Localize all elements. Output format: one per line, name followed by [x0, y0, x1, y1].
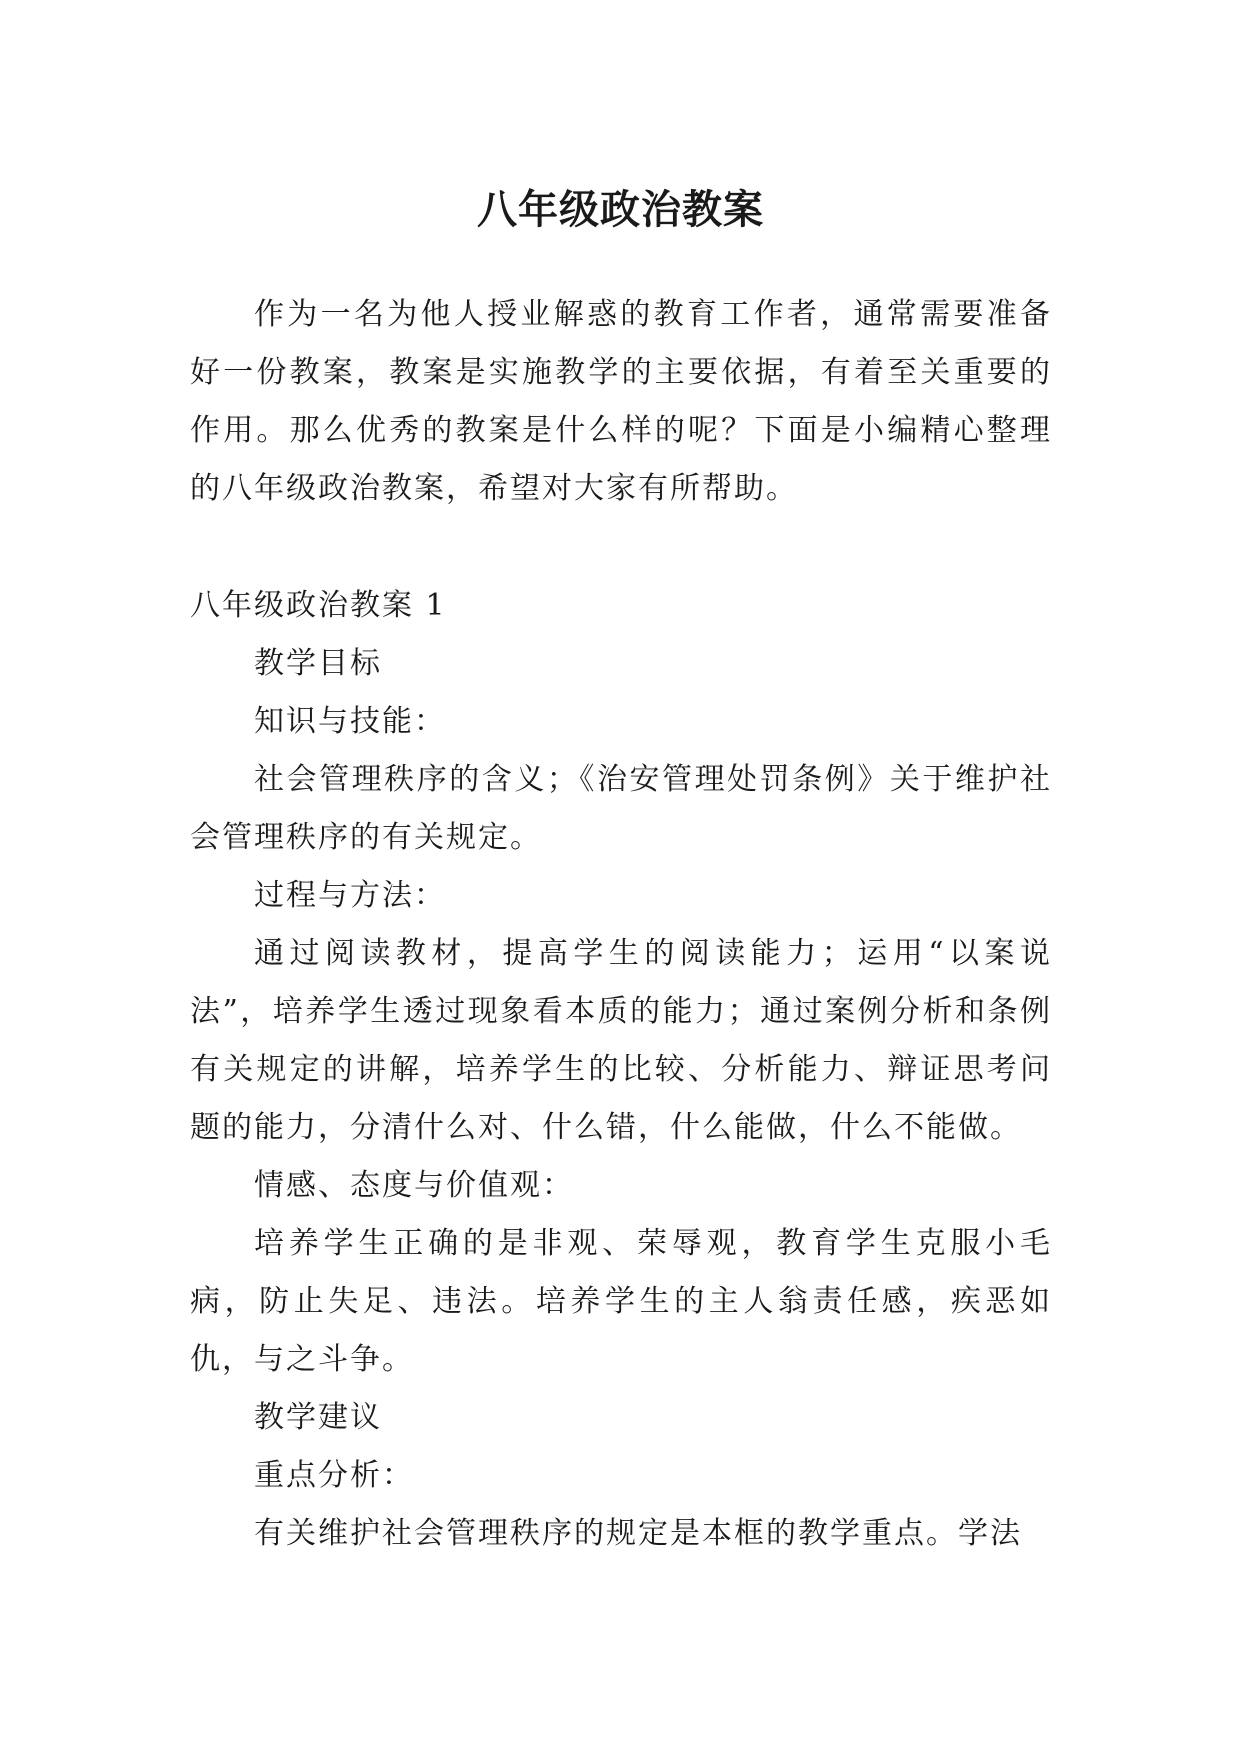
subheading-emotions-values: 情感、态度与价值观： — [254, 1168, 574, 1203]
lesson-plan-body — [190, 577, 1052, 1563]
paragraph-emotions-values: 培养学生正确的是非观、荣辱观，教育学生克服小毛病，防止失足、违法。培养学生的主人翁责任感，疾恶如仇，与之斗争。 — [190, 1226, 1052, 1377]
document-title: 八年级政治教案 — [477, 185, 764, 233]
paragraph-knowledge-skills: 社会管理秩序的含义；《治安管理处罚条例》关于维护社会管理秩序的有关规定。 — [190, 762, 1052, 855]
paragraph-key-analysis: 有关维护社会管理秩序的规定是本框的教学重点。学法 — [254, 1516, 1022, 1551]
heading-teaching-suggestions: 教学建议 — [254, 1400, 382, 1435]
paragraph-process-methods: 通过阅读教材，提高学生的阅读能力；运用“以案说法”，培养学生透过现象看本质的能力；通过案例分析和条例有关规定的讲解，培养学生的比较、分析能力、辩证思考问题的能力，分清什么对、什么错，什么能做，什么不能做。 — [190, 936, 1052, 1145]
intro-paragraph: 作为一名为他人授业解惑的教育工作者，通常需要准备好一份教案，教案是实施教学的主要依据，有着至关重要的作用。那么优秀的教案是什么样的呢？下面是小编精心整理的八年级政治教案，希望对大家有所帮助。 — [190, 297, 1052, 506]
subheading-knowledge-skills: 知识与技能： — [254, 704, 446, 739]
section-title: 八年级政治教案 1 — [190, 588, 447, 623]
subheading-process-methods: 过程与方法： — [254, 878, 446, 913]
subheading-key-analysis: 重点分析： — [254, 1458, 414, 1493]
intro-block — [190, 286, 1052, 518]
heading-teaching-objectives: 教学目标 — [254, 646, 382, 681]
